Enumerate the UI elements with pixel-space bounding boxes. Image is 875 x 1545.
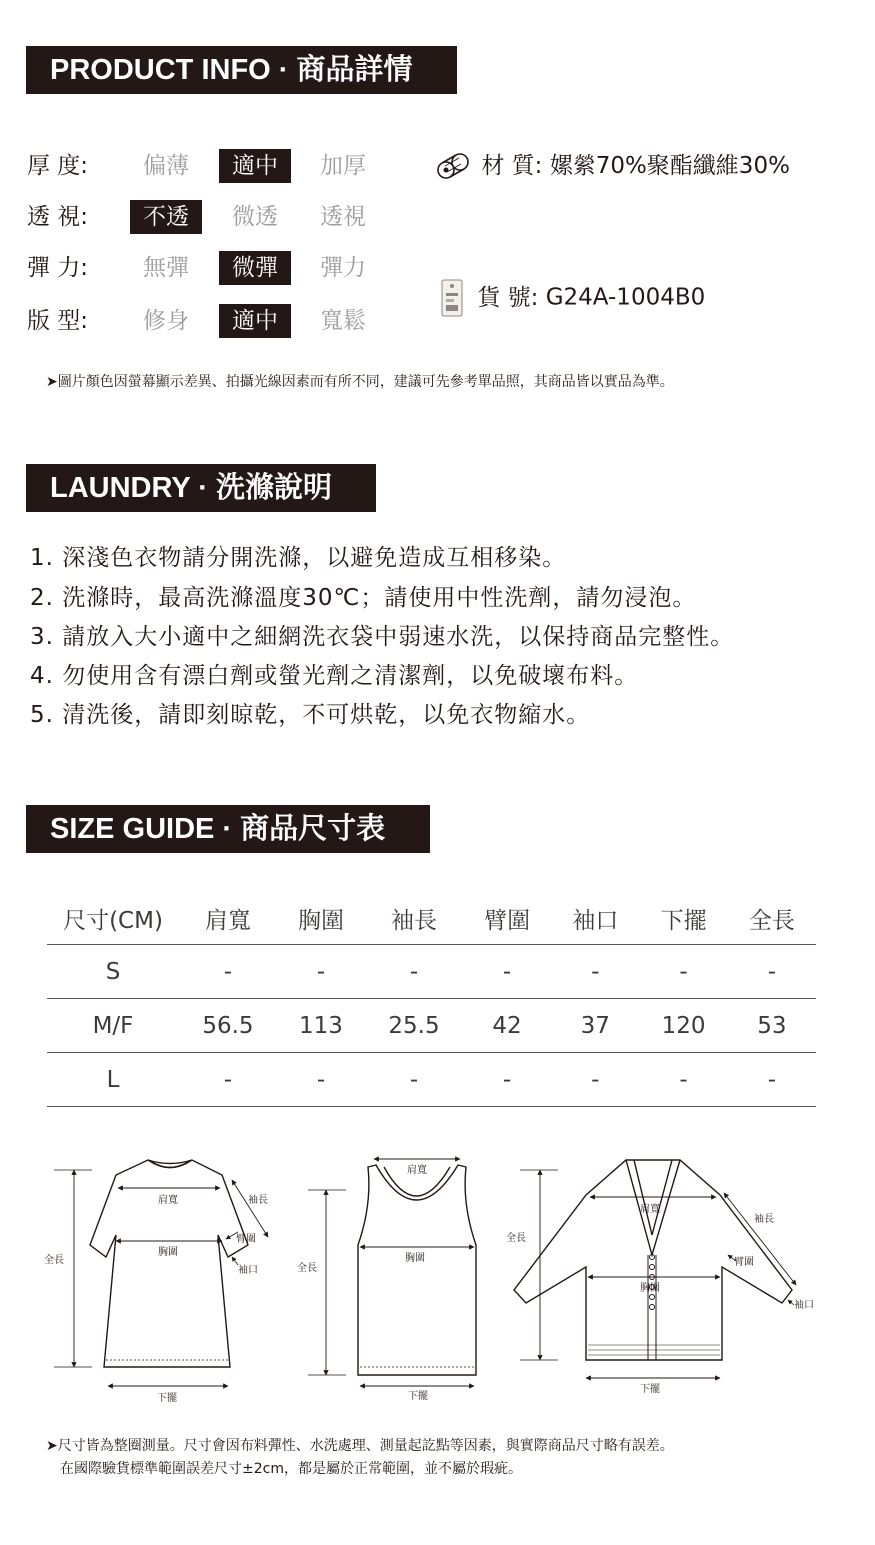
attribute-option: 偏薄	[143, 153, 189, 179]
table-cell: -	[179, 945, 277, 999]
table-cell: 120	[639, 999, 727, 1053]
table-cell: -	[463, 1053, 551, 1107]
table-cell: 42	[463, 999, 551, 1053]
table-cell: -	[639, 1053, 727, 1107]
table-row	[47, 945, 816, 999]
diagram-label-shoulder: 肩寬	[158, 1195, 178, 1206]
sku-info	[440, 278, 705, 318]
diagram-label-chest: 胸圍	[640, 1283, 660, 1294]
table-cell: -	[365, 945, 463, 999]
table-cell: -	[728, 1053, 816, 1107]
table-row	[47, 1053, 816, 1107]
measurement-diagrams	[0, 1145, 875, 1405]
table-cell: -	[551, 1053, 639, 1107]
table-cell: -	[639, 945, 727, 999]
attribute-label: 彈 力:	[27, 255, 89, 281]
diagram-label-shoulder: 肩寬	[407, 1165, 427, 1176]
attribute-label: 透 視:	[27, 204, 89, 230]
material-label: 材 質:	[481, 153, 543, 179]
diagram-label-cuff: 袖口	[794, 1300, 814, 1311]
attribute-option: 寬鬆	[320, 308, 366, 334]
table-cell: -	[277, 945, 365, 999]
attribute-label: 厚 度:	[27, 153, 89, 179]
table-cell: 56.5	[179, 999, 277, 1053]
diagram-label-length: 全長	[44, 1255, 64, 1266]
laundry-item: 1. 深淺色衣物請分開洗滌，以避免造成互相移染。	[30, 545, 567, 571]
tshirt-diagram	[54, 1160, 268, 1386]
diagram-label-sleeve: 袖長	[754, 1214, 774, 1225]
table-cell: 37	[551, 999, 639, 1053]
laundry-item: 3. 請放入大小適中之細網洗衣袋中弱速水洗，以保持商品完整性。	[30, 624, 735, 650]
sku-value: G24A-1004B0	[545, 284, 706, 311]
table-cell: L	[47, 1053, 179, 1107]
attribute-option: 微透	[232, 204, 278, 230]
attribute-option: 修身	[143, 308, 189, 334]
size-table-header: 胸圍	[297, 907, 344, 934]
laundry-item: 4. 勿使用含有漂白劑或螢光劑之清潔劑，以免破壞布料。	[30, 663, 639, 689]
table-cell: 53	[728, 999, 816, 1053]
table-row	[47, 999, 816, 1053]
table-cell: -	[365, 1053, 463, 1107]
table-cell: M/F	[47, 999, 179, 1053]
cardigan-buttons	[650, 1255, 655, 1310]
attribute-label: 版 型:	[27, 308, 89, 334]
laundry-item: 5. 清洗後，請即刻晾乾，不可烘乾，以免衣物縮水。	[30, 702, 591, 728]
diagram-label-cuff: 袖口	[238, 1265, 258, 1276]
attribute-option: 彈力	[320, 255, 366, 281]
table-cell: 113	[277, 999, 365, 1053]
table-cell: -	[728, 945, 816, 999]
diagram-label-length: 全長	[297, 1263, 317, 1274]
thread-spool-icon	[436, 152, 470, 182]
table-cell: S	[47, 945, 179, 999]
size-table-header: 全長	[748, 907, 795, 934]
size-table-header-row	[47, 892, 816, 945]
size-table-header: 臂圍	[484, 907, 531, 934]
table-cell: -	[179, 1053, 277, 1107]
size-table-header: 肩寬	[204, 907, 251, 934]
laundry-header: LAUNDRY · 洗滌說明	[26, 464, 376, 512]
sku-label: 貨 號:	[477, 284, 539, 311]
size-table	[47, 892, 816, 1107]
diagram-label-shoulder: 肩寬	[640, 1204, 660, 1215]
tank-diagram	[308, 1159, 476, 1386]
diagram-label-arm: 臂圍	[734, 1257, 754, 1268]
size-table-header: 袖長	[391, 907, 438, 934]
diagram-label-hem: 下擺	[408, 1391, 428, 1402]
attribute-option: 加厚	[320, 153, 366, 179]
material-value: 嫘縈70%聚酯纖維30%	[549, 153, 790, 179]
attribute-option: 透視	[320, 204, 366, 230]
table-cell: 25.5	[365, 999, 463, 1053]
diagram-label-sleeve: 袖長	[248, 1195, 268, 1206]
size-table-header: 尺寸(CM)	[63, 907, 163, 934]
diagram-label-chest: 胸圍	[158, 1247, 178, 1258]
diagram-label-hem: 下擺	[640, 1384, 660, 1395]
attribute-option-selected: 適中	[219, 304, 291, 338]
table-cell: -	[277, 1053, 365, 1107]
attribute-option-selected: 不透	[130, 200, 202, 234]
tag-icon	[440, 278, 464, 318]
product-note: ➤圖片顏色因螢幕顯示差異、拍攝光線因素而有所不同，建議可先參考單品照，其商品皆以實品為準。	[46, 374, 674, 390]
diagram-label-chest: 胸圍	[405, 1253, 425, 1264]
table-cell: -	[551, 945, 639, 999]
size-table-header: 袖口	[572, 907, 619, 934]
product-info-header: PRODUCT INFO · 商品詳情	[26, 46, 457, 94]
diagram-label-arm: 臂圍	[236, 1234, 256, 1245]
cardigan-diagram	[514, 1160, 796, 1378]
attribute-option-selected: 適中	[219, 149, 291, 183]
size-guide-header: SIZE GUIDE · 商品尺寸表	[26, 805, 430, 853]
table-cell: -	[463, 945, 551, 999]
material-info	[436, 149, 790, 183]
attribute-option: 無彈	[143, 255, 189, 281]
attribute-option-selected: 微彈	[219, 251, 291, 285]
laundry-item: 2. 洗滌時，最高洗滌溫度30℃；請使用中性洗劑，請勿浸泡。	[30, 585, 697, 611]
size-table-header: 下擺	[660, 907, 707, 934]
diagram-label-hem: 下擺	[157, 1393, 177, 1404]
size-note: 在國際驗貨標準範圍誤差尺寸±2cm，都是屬於正常範圍，並不屬於瑕疵。	[60, 1461, 522, 1477]
size-note: ➤尺寸皆為整圈測量。尺寸會因布料彈性、水洗處理、測量起訖點等因素，與實際商品尺寸略有誤差。	[46, 1438, 674, 1454]
diagram-label-length: 全長	[506, 1233, 526, 1244]
